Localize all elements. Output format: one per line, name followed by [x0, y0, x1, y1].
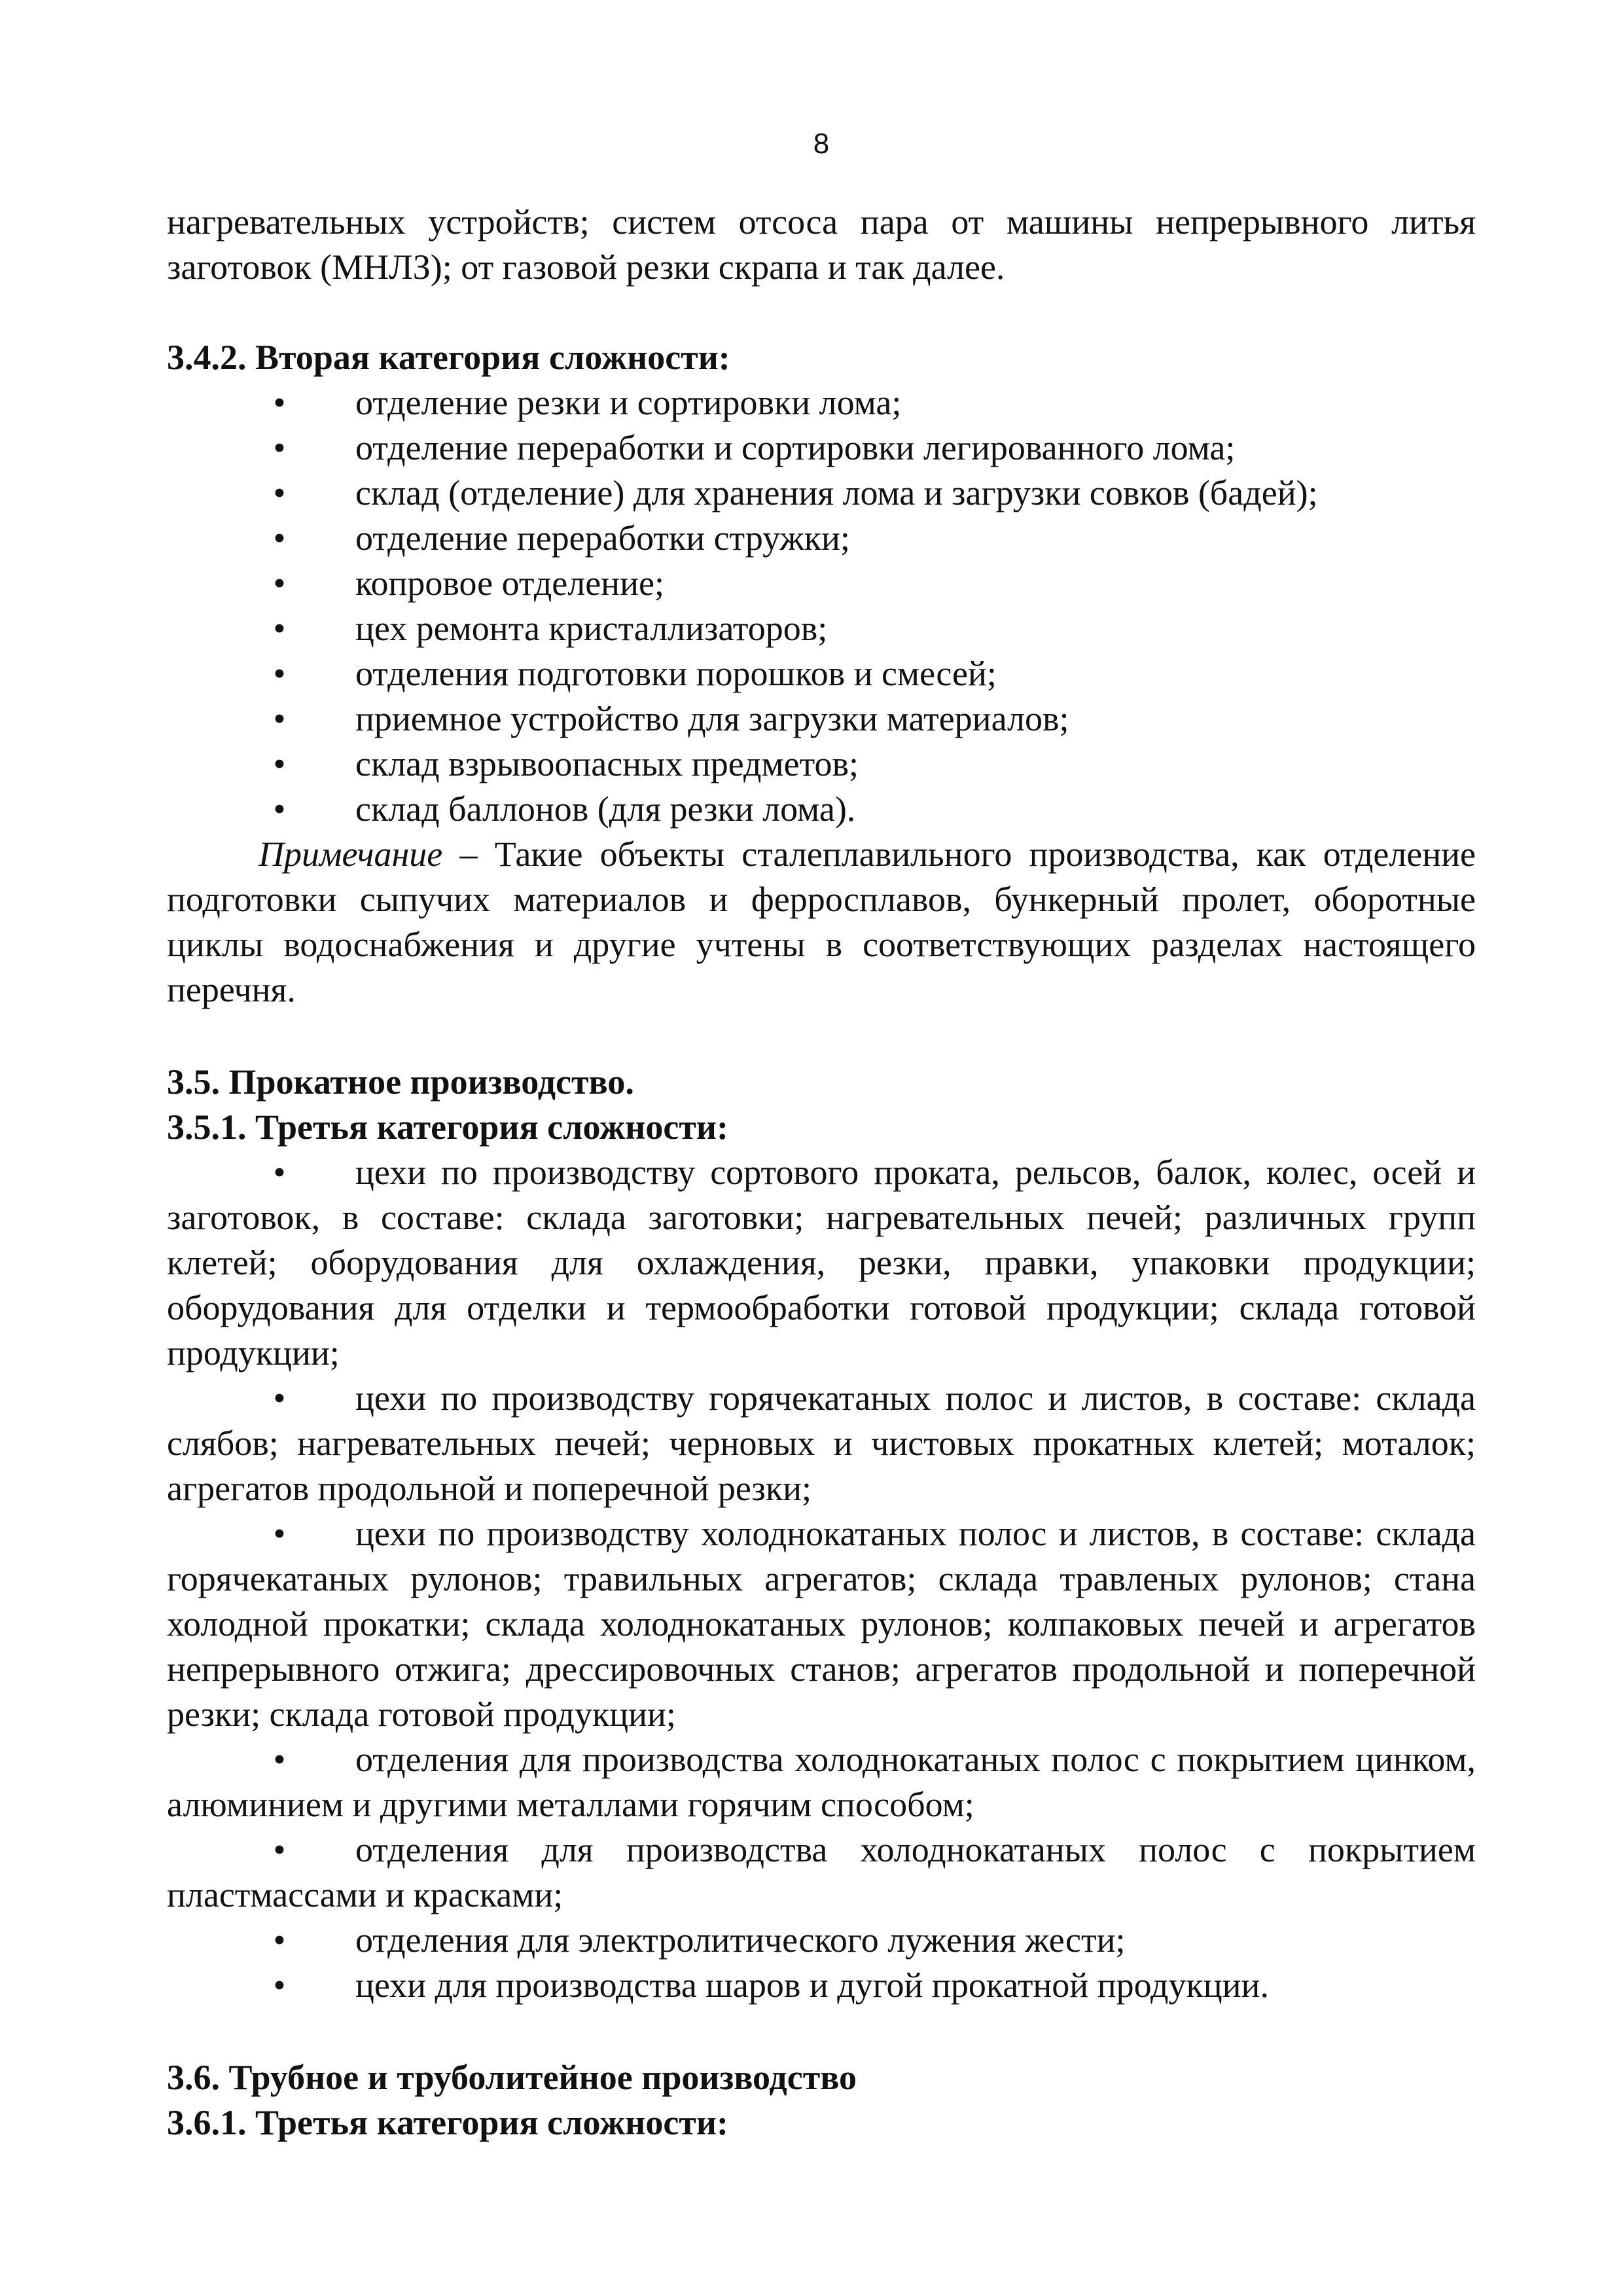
list-item: [167, 1737, 1476, 1827]
section-3-6-1-heading: 3.6.1. Третья категория сложности:: [167, 2103, 728, 2142]
note-label: Примечание: [259, 834, 443, 874]
list-item-text: склад баллонов (для резки лома).: [355, 789, 856, 829]
list-item: [167, 380, 1476, 425]
bullet-icon: •: [273, 654, 286, 693]
list-item: [167, 606, 1476, 651]
document-body: [167, 200, 1476, 2145]
bullet-icon: •: [273, 1965, 286, 2005]
list-item-text: цехи по производству горячекатаных полос и листов, в составе: склада слябов; нагревательных печей; черновых и чистовых прокатных клетей; моталок; агрегатов продольной и поперечной резки;: [167, 1378, 1476, 1508]
bullet-icon: •: [273, 518, 286, 558]
list-item-text: копровое отделение;: [355, 564, 664, 603]
page-number: 8: [813, 128, 830, 160]
bullet-icon: •: [273, 564, 286, 603]
bullet-icon: •: [273, 1153, 286, 1192]
list-item-text: отделения для производства холоднокатаных полос с покрытием пластмассами и красками;: [167, 1830, 1476, 1914]
note-text: Такие объекты сталеплавильного производства, как отделение подготовки сыпучих материалов и ферросплавов, бункерный пролет, оборотные циклы водоснабжения и другие учтены в соответствующих разделах настоящего перечня.: [167, 834, 1476, 1009]
bullet-icon: •: [273, 383, 286, 422]
bullet-icon: •: [273, 428, 286, 467]
list-item-text: склад (отделение) для хранения лома и загрузки совков (бадей);: [355, 473, 1318, 512]
list-item: [167, 1963, 1476, 2008]
note-dash: –: [442, 834, 495, 874]
list-item-text: цехи по производству холоднокатаных полос и листов, в составе: склада горячекатаных рулонов; травильных агрегатов; склада травленых рулонов; стана холодной прокатки; склада холоднокатаных рулонов; колпаковых печей и агрегатов непрерывного отжига; дрессировочных станов; агрегатов продольной и поперечной резки; склада готовой продукции;: [167, 1514, 1476, 1734]
section-3-5-1-heading: 3.5.1. Третья категория сложности:: [167, 1107, 728, 1147]
bullet-icon: •: [273, 789, 286, 829]
bullet-icon: •: [273, 1514, 286, 1553]
list-item-text: отделения подготовки порошков и смесей;: [355, 654, 997, 693]
list-item: [167, 561, 1476, 606]
list-item: [167, 425, 1476, 471]
bullet-icon: •: [273, 1920, 286, 1960]
note-paragraph: [167, 832, 1476, 1013]
bullet-icon: •: [273, 473, 286, 512]
list-item: [167, 696, 1476, 742]
section-3-6-heading: 3.6. Трубное и труболитейное производство: [167, 2058, 857, 2097]
list-item-text: отделение переработки и сортировки легированного лома;: [355, 428, 1236, 467]
bullet-icon: •: [273, 1740, 286, 1779]
list-item-text: склад взрывоопасных предметов;: [355, 744, 859, 783]
list-item-text: отделения для электролитического лужения жести;: [355, 1920, 1126, 1960]
list-item: [167, 1150, 1476, 1376]
list-item: [167, 516, 1476, 561]
list-item: [167, 787, 1476, 832]
list-item: [167, 1376, 1476, 1511]
list-item-text: отделение резки и сортировки лома;: [355, 383, 902, 422]
list-item-text: цех ремонта кристаллизаторов;: [355, 609, 828, 648]
list-item: [167, 471, 1476, 516]
list-item: [167, 651, 1476, 696]
section-3-4-2-heading: 3.4.2. Вторая категория сложности:: [167, 338, 730, 377]
section-3-4-2-list: [167, 380, 1476, 832]
bullet-icon: •: [273, 699, 286, 738]
bullet-icon: •: [273, 1378, 286, 1418]
list-item: [167, 1918, 1476, 1963]
bullet-icon: •: [273, 1830, 286, 1869]
document-page: [167, 0, 1476, 2296]
list-item: [167, 1827, 1476, 1918]
list-item-text: приемное устройство для загрузки материалов;: [355, 699, 1069, 738]
bullet-icon: •: [273, 609, 286, 648]
list-item-text: отделения для производства холоднокатаных полос с покрытием цинком, алюминием и другими металлами горячим способом;: [167, 1740, 1476, 1824]
list-item-text: отделение переработки стружки;: [355, 518, 850, 558]
intro-paragraph: нагревательных устройств; систем отсоса пара от машины непрерывного литья заготовок (МНЛЗ); от газовой резки скрапа и так далее.: [167, 202, 1476, 287]
list-item-text: цехи по производству сортового проката, рельсов, балок, колес, осей и заготовок, в составе: склада заготовки; нагревательных печей; различных групп клетей; оборудования для охлаждения, резки, правки, упаковки продукции; оборудования для отделки и термообработки готовой продукции; склада готовой продукции;: [167, 1153, 1476, 1372]
bullet-icon: •: [273, 744, 286, 783]
list-item-text: цехи для производства шаров и дугой прокатной продукции.: [355, 1965, 1269, 2005]
list-item: [167, 742, 1476, 787]
section-3-5-heading: 3.5. Прокатное производство.: [167, 1062, 634, 1102]
list-item: [167, 1511, 1476, 1737]
